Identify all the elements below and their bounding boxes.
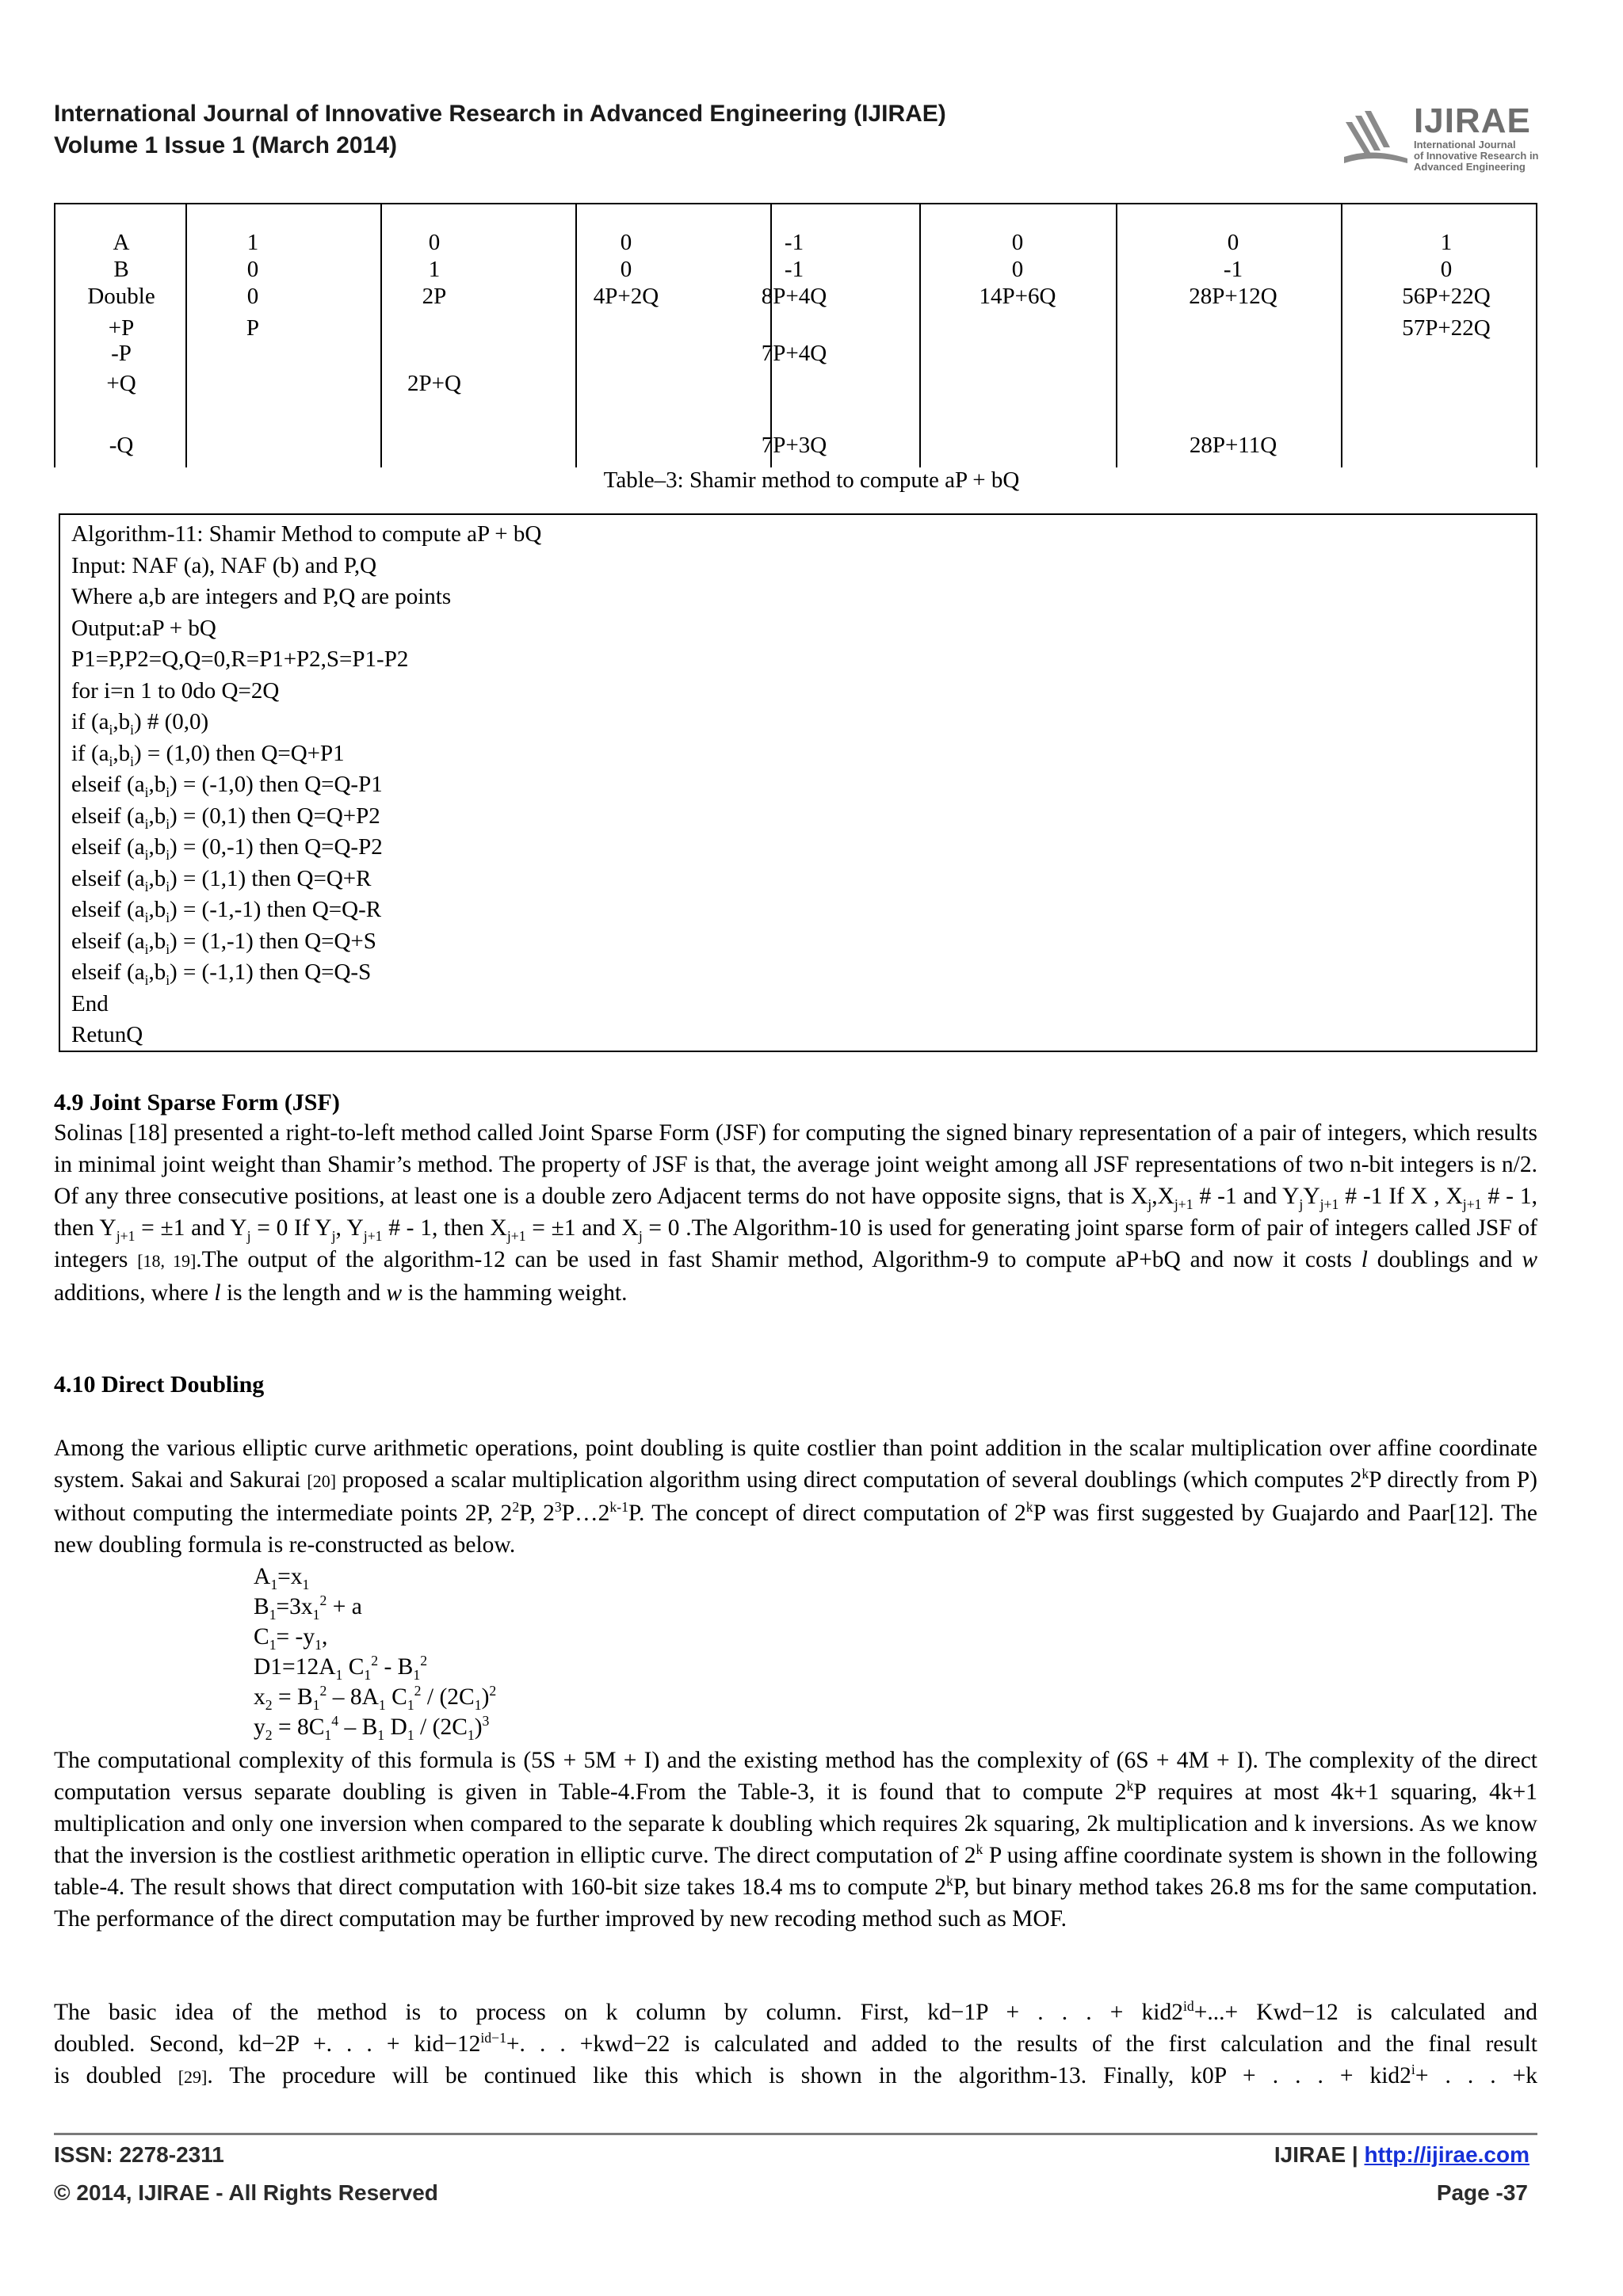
row-label: +P xyxy=(108,315,135,341)
table-cell: -1 xyxy=(1223,257,1243,282)
section-4-10-paragraph-3 xyxy=(54,1997,1537,2093)
table-cell: 2P+Q xyxy=(407,371,461,396)
journal-title: International Journal of Innovative Research in Advanced Engineering (IJIRAE) xyxy=(54,101,946,127)
table-cell: 1 xyxy=(246,230,259,255)
section-4-9-heading: 4.9 Joint Sparse Form (JSF) xyxy=(54,1089,340,1116)
algorithm-line: Algorithm-11: Shamir Method to compute aP + bQ xyxy=(71,521,542,547)
table-cell: 0 xyxy=(428,230,441,255)
table-cell: 0 xyxy=(1011,230,1024,255)
row-label: A xyxy=(113,230,130,255)
journal-header xyxy=(54,98,946,162)
table-cell: 0 xyxy=(1011,257,1024,282)
table-col-rule xyxy=(919,203,921,467)
section-4-9-body xyxy=(54,1117,1537,1309)
formula-y2: $y_2 = 8C_1^4 - B_1$ $D_1 / (2C_1)^3$ xyxy=(254,1713,490,1743)
algorithm-line: P1=P,P2=Q,Q=0,R=P1+P2,S=P1-P2 xyxy=(71,646,409,672)
logo-line-2: of Innovative Research in xyxy=(1414,150,1539,162)
formula-b1: $B_1=3x_1^2 + a$ xyxy=(254,1592,362,1623)
section-4-10-heading: 4.10 Direct Doubling xyxy=(54,1371,265,1398)
section-4-10-paragraph-2 xyxy=(54,1745,1537,1935)
footer-url-link[interactable]: http://ijirae.com xyxy=(1364,2142,1529,2167)
paragraph-line: is doubled [29]. The procedure will be continued like this which is shown in the algorithm-13. Finally, k0P + . . . + $kid2^i+$ . . . +k xyxy=(54,2061,1538,2088)
formula-d1: $D1=12A_1$ $C_1^2 - B_1^2$ xyxy=(254,1653,428,1683)
algorithm-line: elseif $(a_i,b_i) = (-1,-1)$ then Q=Q-R xyxy=(71,897,382,925)
footer-page xyxy=(1437,2179,1528,2207)
formula-x2: $x_2 = B_1^2 - 8A_1$ $C_1^2 / (2C_1)^2$ xyxy=(254,1683,497,1713)
table-cell: 1 xyxy=(1440,230,1453,255)
table-cell: 0 xyxy=(620,230,632,255)
algorithm-line: if $(a_i,b_i)$ # (0,0) xyxy=(71,709,209,738)
table-col-rule xyxy=(1341,203,1342,467)
row-label: +Q xyxy=(106,371,136,396)
table-cell: 0 xyxy=(246,284,259,309)
table-cell: 4P+2Q xyxy=(593,284,659,309)
table-cell: 1 xyxy=(428,257,441,282)
algorithm-11-box xyxy=(59,513,1537,1052)
footer-brand: IJIRAE xyxy=(1274,2142,1346,2167)
algorithm-line: elseif $(a_i,b_i) = (-1,1)$ then Q=Q-S xyxy=(71,959,372,988)
algorithm-line: for i=n 1 to 0do Q=2Q xyxy=(71,677,280,704)
algorithm-line: Where a,b are integers and P,Q are points xyxy=(71,584,452,609)
table-cell: 8P+4Q xyxy=(761,284,827,309)
algorithm-line: if $(a_i,b_i) = (1,0)$ then Q=Q+P1 xyxy=(71,740,345,769)
footer-rule xyxy=(54,2133,1537,2135)
row-label: Double xyxy=(87,284,155,309)
paragraph-line: doubled. Second, kd−2P +. . . + $kid-12^{id-1}+$. . . +kwd−22 is calculated and added to the results of the first calculation and the final result xyxy=(54,2030,1537,2057)
table-cell: 14P+6Q xyxy=(979,284,1056,309)
table-cell: 0 xyxy=(620,257,632,282)
row-label: -P xyxy=(111,341,132,366)
logo-line-1: International Journal xyxy=(1414,139,1516,151)
row-label: -Q xyxy=(109,433,134,458)
logo-text xyxy=(1414,103,1539,173)
logo-brand: IJIRAE xyxy=(1414,101,1531,140)
table-cell: 28P+11Q xyxy=(1189,433,1277,458)
section-4-10-paragraph-1 xyxy=(54,1432,1537,1561)
ijirae-logo xyxy=(1341,103,1541,174)
table-cell: 7P+3Q xyxy=(761,433,827,458)
row-label: B xyxy=(113,257,129,282)
paragraph-line: The basic idea of the method is to process on k column by column. First, kd−1P + . . . + $kid2^{id}+...+ Kwd-12$ is calculated and xyxy=(54,1998,1537,2025)
footer-separator: | xyxy=(1351,2142,1358,2167)
page-number: -37 xyxy=(1495,2180,1528,2205)
table-cell: 56P+22Q xyxy=(1402,284,1491,309)
table-cell: 57P+22Q xyxy=(1402,315,1491,341)
table-cell: 28P+12Q xyxy=(1189,284,1277,309)
footer-right xyxy=(1274,2141,1529,2169)
footer-issn: ISSN: 2278-2311 xyxy=(54,2142,224,2167)
table-cell: 0 xyxy=(1440,257,1453,282)
paragraph-text: Among the various elliptic curve arithmetic operations, point doubling is quite costlier than point addition in the scalar multiplication over affine coordinate system. Sakai and Sakurai [20] proposed a scalar multiplication algorithm using direct computation of several doublings (which computes 2$^k$P directly from P) without computing the intermediate points 2P, $2^2P$, $2^3P\dots 2^{k-1}P$. The concept of direct computation of 2$^k$P was first suggested by Guajardo and Paar[12]. The new doubling formula is re-constructed as below. xyxy=(54,1436,1538,1558)
algorithm-line: elseif $(a_i,b_i) = (0,1)$ then Q=Q+P2 xyxy=(71,803,380,832)
formula-c1: $C_1= -y_1$, xyxy=(254,1624,328,1653)
algorithm-line: Input: NAF (a), NAF (b) and P,Q xyxy=(71,552,377,578)
section-4-9-paragraph: Solinas [18] presented a right-to-left method called Joint Sparse Form (JSF) for computing the signed binary representation of a pair of integers, which results in minimal joint weight than Shamir’s method. The property of JSF is that, the average joint weight among all JSF representations of two n-bit integers is n/2. Of any three consecutive positions, at least one is a double zero Adjacent terms do not have opposite signs, that is $X_j,X_{j+1}$ # -1 and $Y_jY_{j+1}$ # -1 If X , $X_{j+1}$ # - 1, then $Y_{j+1} = \pm 1$ and $Y_j = 0$ If $Y_j$, $Y_{j+1}$ # - 1, then $X_{j+1} = \pm 1$ and $X_j = 0$ .The Algorithm-10 is used for generating joint sparse form of pair of integers called JSF of integers [18, 19].The output of the algorithm-12 can be used in fast Shamir method, Algorithm-9 to compute aP+bQ and now it costs l doublings and w additions, where l is the length and w is the hamming weight. xyxy=(54,1120,1537,1306)
table-cell: 2P xyxy=(422,284,447,309)
table-top-rule xyxy=(54,203,1537,204)
algorithm-line: RetunQ xyxy=(71,1022,143,1047)
table-col-rule xyxy=(1116,203,1117,467)
table-cell: -1 xyxy=(784,257,804,282)
footer-copyright: © 2014, IJIRAE - All Rights Reserved xyxy=(54,2180,438,2205)
paragraph-text: The computational complexity of this formula is (5S + 5M + I) and the existing method has the complexity of (6S + 4M + I). The complexity of the direct computation versus separate doubling is given in Table-4.From the Table-3, it is found that to compute 2$^k$P requires at most 4k+1 squaring, 4k+1 multiplication and only one inversion when compared to the separate k doubling which requires 2k squaring, 2k multiplication and k inversions. As we know that the inversion is the costliest arithmetic operation in elliptic curve. The direct computation of 2$^k$ P using affine coordinate system is shown in the following table-4. The result shows that direct computation with 160-bit size takes 18.4 ms to compute 2$^k$P, but binary method takes 26.8 ms for the same computation. The performance of the direct computation may be further improved by new recoding method such as MOF. xyxy=(54,1748,1537,1932)
table-cell: 0 xyxy=(246,257,259,282)
logo-line-3: Advanced Engineering xyxy=(1414,161,1526,173)
journal-volume: Volume 1 Issue 1 (March 2014) xyxy=(54,132,397,158)
algorithm-line: elseif $(a_i,b_i) = (0,-1)$ then Q=Q-P2 xyxy=(71,834,383,863)
algorithm-line: elseif $(a_i,b_i) = (-1,0)$ then Q=Q-P1 xyxy=(71,772,383,800)
algorithm-line: Output:aP + bQ xyxy=(71,615,216,641)
table-cell: P xyxy=(246,315,260,341)
page-label: Page xyxy=(1436,2180,1490,2205)
algorithm-line: End xyxy=(71,990,109,1016)
table-cell: 7P+4Q xyxy=(761,341,827,366)
table-cell: 0 xyxy=(1227,230,1239,255)
table-3-caption: Table–3: Shamir method to compute aP + bQ xyxy=(603,467,1020,493)
algorithm-line: elseif $(a_i,b_i) = (1,-1)$ then Q=Q+S xyxy=(71,928,376,957)
algorithm-line: elseif $(a_i,b_i) = (1,1)$ then Q=Q+R xyxy=(71,865,372,894)
formula-a1: $A_1=x_1$ xyxy=(254,1564,310,1592)
table-cell: -1 xyxy=(784,230,804,255)
book-icon xyxy=(1341,106,1411,170)
